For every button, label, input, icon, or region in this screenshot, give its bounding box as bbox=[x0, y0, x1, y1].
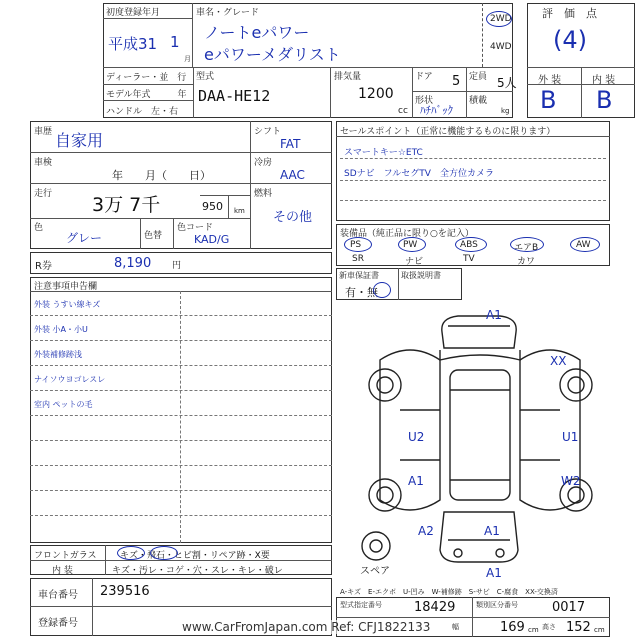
drive-2wd: 2WD bbox=[490, 14, 512, 24]
front-glass-text: キズ・飛石・ヒビ割・リペア跡・X要 bbox=[120, 551, 270, 561]
carname-label: 車名・グレード bbox=[196, 8, 260, 18]
reg-label: 登録番号 bbox=[38, 618, 78, 629]
handle-label: ハンドル 左・右 bbox=[106, 107, 179, 117]
shape-value: ﾊﾁﾊﾞｯｸ bbox=[420, 104, 453, 117]
spare-label: スペア bbox=[360, 566, 390, 577]
load-label: 積載 bbox=[469, 96, 488, 106]
note-item: 室内 ペットの毛 bbox=[34, 400, 93, 409]
displacement-label: 排気量 bbox=[334, 72, 362, 82]
equip-leather: カワ bbox=[517, 257, 536, 267]
door-value: 5 bbox=[452, 74, 461, 89]
drive-4wd: 4WD bbox=[490, 42, 512, 52]
exterior-label: 外 装 bbox=[538, 75, 562, 86]
body-label: 車歴 bbox=[34, 127, 53, 137]
mileage-label: 走行 bbox=[34, 189, 53, 199]
glass-chip-circle bbox=[150, 546, 178, 560]
damage-mark: U2 bbox=[408, 430, 425, 444]
first-reg-month-unit: 月 bbox=[184, 55, 191, 63]
new-warranty-value: 有・無 bbox=[345, 286, 378, 299]
dealer-label: ディーラー・並 行 bbox=[106, 73, 187, 83]
eval-score: (4) bbox=[553, 26, 587, 54]
equip-airbag: エアB bbox=[514, 243, 539, 253]
inspection-text: 年 月（ 日） bbox=[112, 169, 211, 182]
new-warranty-label: 新車保証書 bbox=[339, 271, 379, 280]
equip-pw: PW bbox=[403, 240, 418, 250]
interior-cond-text: キズ・汚レ・コゲ・穴・スレ・キレ・破レ bbox=[112, 566, 283, 576]
selling-point-line-1: スマートキー☆ETC bbox=[344, 148, 423, 158]
equipment-label: 装備品（純正品に限り○を記入） bbox=[340, 229, 474, 239]
ac-value: AAC bbox=[280, 168, 305, 182]
width-value: 169 bbox=[500, 620, 525, 635]
glass-scratch-circle bbox=[117, 546, 145, 560]
chassis-label: 車台番号 bbox=[38, 590, 78, 601]
selling-point-label: セールスポイント（正常に機能するものに限ります） bbox=[340, 127, 556, 137]
note-item: 外装 うすい線キズ bbox=[34, 300, 101, 309]
note-item: 外装補修跡浅 bbox=[34, 350, 82, 359]
body-value: 自家用 bbox=[55, 131, 104, 150]
color-code: KAD/G bbox=[194, 233, 230, 246]
damage-mark: A1 bbox=[486, 566, 502, 580]
interior-cond-label: 内 装 bbox=[52, 566, 73, 576]
mileage-sub: 950 bbox=[202, 200, 223, 213]
color-label: 色 bbox=[34, 223, 44, 233]
damage-mark: A1 bbox=[486, 308, 502, 322]
color-code-label: 色コード bbox=[177, 223, 214, 233]
damage-mark: XX bbox=[550, 354, 567, 368]
damage-mark: A1 bbox=[408, 474, 424, 488]
eval-label: 評 価 点 bbox=[542, 7, 597, 20]
note-item: 外装 小A・小U bbox=[34, 325, 88, 334]
class-label: 類別区分番号 bbox=[476, 601, 518, 609]
drive-2wd-circle bbox=[486, 11, 512, 27]
manual-label: 取扱説明書 bbox=[401, 271, 441, 280]
recycle-unit: 円 bbox=[172, 261, 182, 271]
equip-aw: AW bbox=[576, 240, 591, 250]
type-value: DAA-HE12 bbox=[198, 87, 271, 105]
capacity-label: 定員 bbox=[469, 72, 488, 82]
equip-ps: PS bbox=[350, 240, 362, 250]
type-cert-value: 18429 bbox=[414, 600, 456, 615]
watermark: www.CarFromJapan.com Ref: CFJ1822133 bbox=[182, 620, 431, 634]
height-value: 152 bbox=[566, 620, 591, 635]
recycle-value: 8,190 bbox=[114, 256, 152, 271]
front-glass-label: フロントガラス bbox=[34, 551, 97, 561]
displacement-value: 1200 bbox=[358, 86, 394, 102]
interior-label: 内 装 bbox=[592, 75, 616, 86]
car-name: ノートeパワー bbox=[204, 23, 310, 42]
equip-ps-circle bbox=[344, 237, 372, 252]
damage-mark: A2 bbox=[418, 524, 434, 538]
type-label: 型式 bbox=[196, 72, 215, 82]
car-grade: eパワーメダリスト bbox=[204, 45, 341, 64]
equip-airbag-circle bbox=[510, 237, 544, 252]
equip-pw-circle bbox=[398, 237, 426, 252]
mileage-value: 3万 7千 bbox=[92, 194, 161, 216]
load-unit: kg bbox=[501, 107, 510, 115]
inspection-label: 車検 bbox=[34, 158, 53, 168]
note-item: ナイソウヨゴレスレ bbox=[34, 375, 106, 384]
capacity-value: 5人 bbox=[497, 76, 517, 90]
first-reg-label: 初度登録年月 bbox=[106, 8, 161, 18]
chassis-value: 239516 bbox=[100, 584, 150, 599]
selling-point-line-2: SDナビ フルセグTV 全方位カメラ bbox=[344, 169, 494, 179]
shift-label: シフト bbox=[254, 127, 282, 137]
exterior-grade: B bbox=[540, 86, 557, 114]
fuel-value: その他 bbox=[273, 210, 313, 225]
equip-navi: ナビ bbox=[405, 257, 424, 267]
equip-sr: SR bbox=[352, 254, 364, 264]
damage-mark: W2 bbox=[561, 474, 581, 488]
type-cert-label: 型式指定番号 bbox=[340, 601, 382, 609]
color-value: グレー bbox=[66, 231, 103, 245]
shift-value: FAT bbox=[280, 137, 301, 151]
equip-tv: TV bbox=[463, 254, 475, 264]
width-unit: cm bbox=[528, 626, 539, 634]
first-reg-month: 1 bbox=[170, 33, 180, 51]
equip-abs-circle bbox=[455, 237, 487, 252]
displacement-unit: cc bbox=[398, 106, 408, 116]
height-unit: cm bbox=[594, 626, 605, 634]
equip-aw-circle bbox=[570, 237, 600, 252]
ac-label: 冷房 bbox=[254, 158, 273, 168]
notes-block bbox=[30, 277, 332, 543]
interior-grade: B bbox=[596, 86, 613, 114]
damage-mark: A1 bbox=[484, 524, 500, 538]
height-label: 高さ bbox=[542, 623, 556, 631]
class-value: 0017 bbox=[552, 600, 586, 615]
shape-label: 形状 bbox=[415, 96, 434, 106]
damage-mark: U1 bbox=[562, 430, 579, 444]
model-year-label: モデル年式 年 bbox=[106, 90, 187, 100]
recycle-label: R券 bbox=[35, 261, 52, 272]
notes-label: 注意事項申告欄 bbox=[34, 282, 98, 292]
mileage-unit: km bbox=[234, 207, 245, 215]
door-label: ドア bbox=[415, 72, 433, 82]
equip-abs: ABS bbox=[460, 240, 478, 250]
no-circle bbox=[373, 282, 391, 298]
first-reg-era: 平成31 bbox=[108, 35, 158, 53]
width-label: 幅 bbox=[452, 623, 459, 631]
damage-legend: A-キズ E-エクボ U-凹み W-補修跡 S-サビ C-腐食 XX-交換済 bbox=[340, 588, 558, 596]
fuel-label: 燃料 bbox=[254, 189, 273, 199]
color-change-label: 色替 bbox=[144, 231, 163, 241]
